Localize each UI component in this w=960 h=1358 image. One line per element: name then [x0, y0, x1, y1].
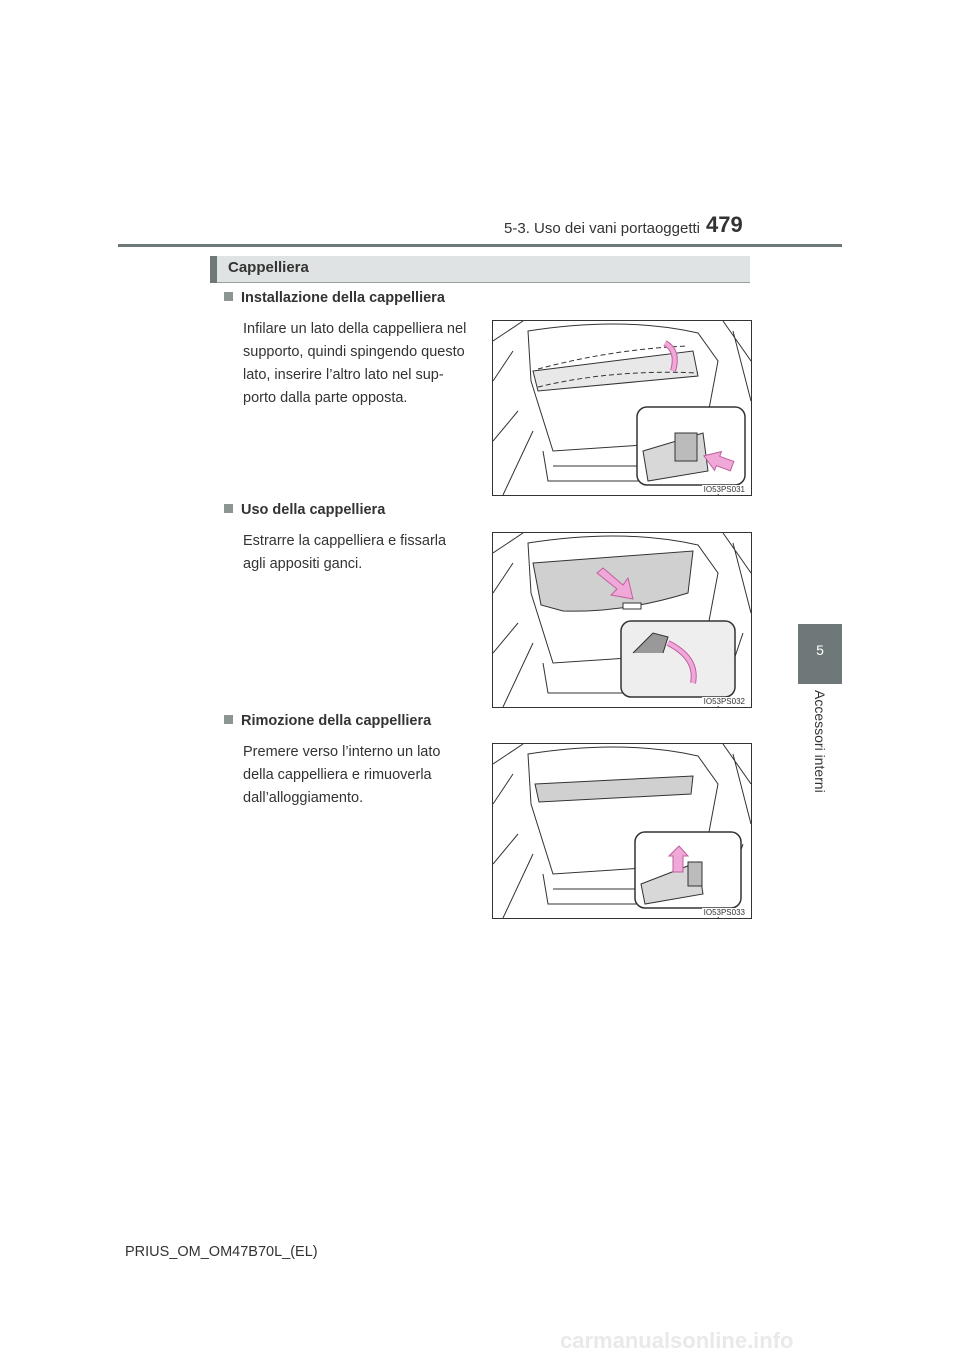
paragraph-line: della cappelliera e rimuoverla	[243, 767, 432, 783]
running-header-section: 5-3. Uso dei vani portaoggetti	[504, 220, 700, 237]
paragraph-line: Infilare un lato della cappelliera nel	[243, 321, 467, 337]
figure-code: IO53PS031	[703, 485, 745, 494]
subheading-text: Rimozione della cappelliera	[241, 713, 432, 729]
subheading-removal	[224, 713, 431, 729]
figure-installation	[492, 320, 752, 496]
subheading-installation	[224, 290, 445, 306]
cargo-area-illustration	[493, 321, 751, 495]
square-bullet-icon	[224, 715, 233, 724]
figure-usage	[492, 532, 752, 708]
page-number: 479	[706, 212, 743, 237]
paragraph-line: supporto, quindi spingendo questo	[243, 344, 465, 360]
subheading-usage	[224, 502, 385, 518]
paragraph-line: porto dalla parte opposta.	[243, 390, 408, 406]
subheading-text: Installazione della cappelliera	[241, 290, 445, 306]
paragraph-line: Estrarre la cappelliera e fissarla	[243, 533, 447, 549]
cargo-area-illustration	[493, 533, 751, 707]
paragraph-usage	[243, 530, 477, 576]
section-title: Cappelliera	[228, 259, 309, 276]
paragraph-line: dall’alloggiamento.	[243, 790, 364, 806]
watermark: carmanualsonline.info	[560, 1328, 794, 1353]
chapter-title: Accessori interni	[812, 690, 828, 793]
square-bullet-icon	[224, 292, 233, 301]
section-bar-accent	[210, 256, 217, 283]
footer-document-code: PRIUS_OM_OM47B70L_(EL)	[125, 1244, 318, 1260]
header-rule	[118, 244, 842, 247]
figure-code: IO53PS032	[703, 697, 745, 706]
paragraph-removal	[243, 741, 477, 810]
cargo-area-illustration	[493, 744, 751, 918]
paragraph-installation	[243, 318, 477, 410]
paragraph-line: lato, inserire l’altro lato nel sup-	[243, 367, 444, 383]
subheading-text: Uso della cappelliera	[241, 502, 386, 518]
chapter-number: 5	[816, 642, 824, 658]
square-bullet-icon	[224, 504, 233, 513]
paragraph-line: Premere verso l’interno un lato	[243, 744, 441, 760]
figure-code: IO53PS033	[703, 908, 745, 917]
paragraph-line: agli appositi ganci.	[243, 556, 363, 572]
figure-removal	[492, 743, 752, 919]
